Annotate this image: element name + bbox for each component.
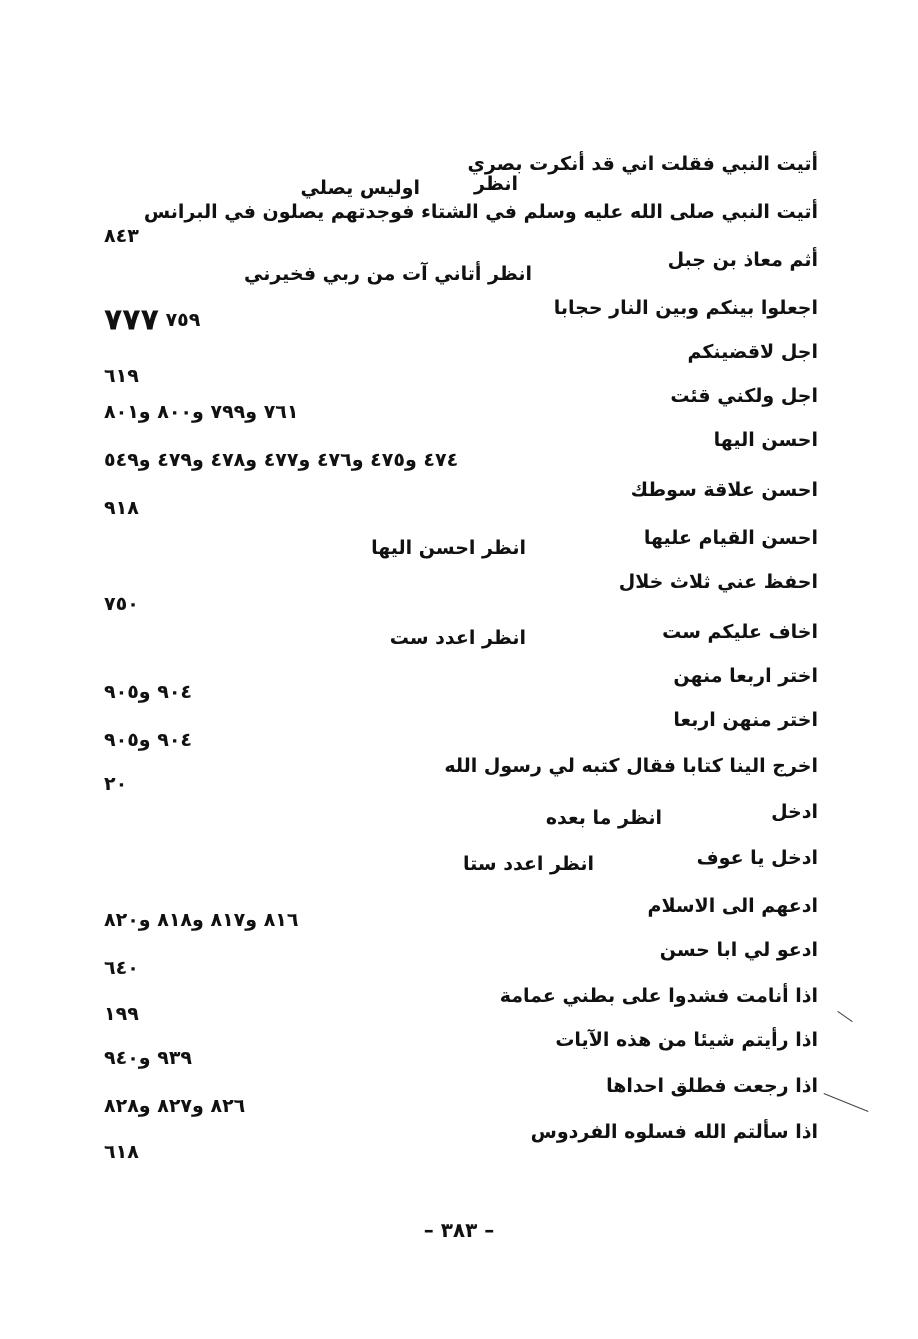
page-reference: ٦١٨ — [104, 1141, 139, 1163]
scan-mark — [824, 1093, 869, 1112]
page-reference: ٩٣٩ و٩٤٠ — [104, 1047, 193, 1069]
index-entry: احسن علاقة سوطك — [630, 479, 818, 501]
page-reference: ٦٤٠ — [104, 957, 139, 979]
cross-reference: انظر ما بعده — [545, 807, 662, 829]
page-reference: ٨٢٦ و٨٢٧ و٨٢٨ — [104, 1095, 246, 1117]
scan-mark — [837, 1011, 852, 1022]
index-entry: ادعو لي ابا حسن — [659, 939, 818, 961]
page-reference: ٩٠٤ و٩٠٥ — [104, 729, 193, 751]
index-entry: اذا رجعت فطلق احداها — [606, 1075, 818, 1097]
page-reference: ٤٧٤ و٤٧٥ و٤٧٦ و٤٧٧ و٤٧٨ و٤٧٩ و٥٤٩ — [104, 449, 459, 471]
page-reference: ٩١٨ — [104, 497, 139, 519]
index-entry: اجعلوا بينكم وبين النار حجابا — [553, 297, 818, 319]
cross-reference: انظر أتاني آت من ربي فخيرني — [243, 263, 532, 285]
index-entry: أتيت النبي صلى الله عليه وسلم في الشتاء فوجدتهم يصلون في البرانس — [143, 201, 818, 223]
index-entry: اخرج الينا كتابا فقال كتبه لي رسول الله — [444, 755, 818, 777]
index-entry: احفظ عني ثلاث خلال — [618, 571, 818, 593]
handwritten-page-number: ٧٧٧ — [104, 302, 159, 338]
index-entry: احسن اليها — [713, 429, 818, 451]
cross-reference: انظر اعدد ستا — [463, 853, 594, 875]
index-entry: ادخل — [771, 801, 818, 823]
index-entry: ادخل يا عوف — [696, 847, 818, 869]
index-entry: اجل لاقضينكم — [687, 341, 818, 363]
cross-reference: انظر — [474, 173, 518, 195]
page-reference: ٧٥٠ — [104, 593, 139, 615]
page-reference: ٨٤٣ — [104, 225, 139, 247]
page-reference: ٨١٦ و٨١٧ و٨١٨ و٨٢٠ — [104, 909, 299, 931]
index-entry: اخاف عليكم ست — [662, 621, 818, 643]
page-reference: ٧٦١ و٧٩٩ و٨٠٠ و٨٠١ — [104, 401, 299, 423]
cross-reference-target: اوليس يصلي — [300, 177, 420, 199]
index-entry: احسن القيام عليها — [643, 527, 818, 549]
cross-reference: انظر احسن اليها — [371, 537, 526, 559]
index-entry: اجل ولكني قئت — [670, 385, 818, 407]
index-entry: أثم معاذ بن جبل — [667, 249, 818, 271]
page-number: – ٣٨٣ – — [423, 1218, 495, 1242]
index-entry: ادعهم الى الاسلام — [647, 895, 818, 917]
index-entry: أتيت النبي فقلت اني قد أنكرت بصري — [467, 153, 818, 175]
page-reference: ٩٠٤ و٩٠٥ — [104, 681, 193, 703]
page-reference: ٦١٩ — [104, 365, 139, 387]
page-reference: ١٩٩ — [104, 1003, 139, 1025]
index-entry: اختر اربعا منهن — [673, 665, 818, 687]
page-reference-value: ٧٥٩ — [165, 309, 201, 331]
index-entry: اختر منهن اربعا — [673, 709, 818, 731]
page-reference — [104, 302, 201, 338]
page-reference: ٢٠ — [104, 773, 128, 795]
cross-reference: انظر اعدد ست — [389, 627, 526, 649]
index-entry: اذا أنامت فشدوا على بطني عمامة — [499, 985, 818, 1007]
index-entry: اذا سألتم الله فسلوه الفردوس — [530, 1121, 818, 1143]
index-entry: اذا رأيتم شيئا من هذه الآيات — [555, 1029, 818, 1051]
